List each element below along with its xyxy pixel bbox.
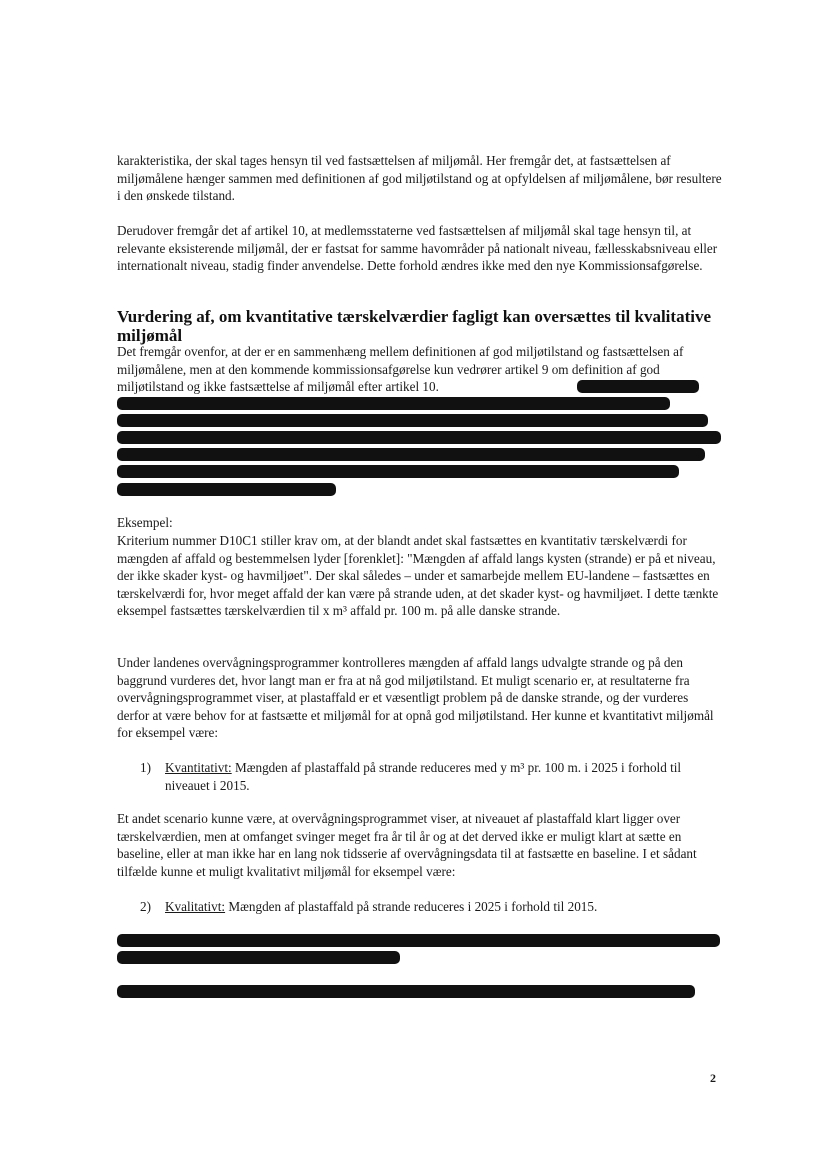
redaction-bar: [117, 985, 695, 998]
redaction-bar: [117, 414, 708, 427]
list-term: Kvantitativt:: [165, 760, 232, 775]
paragraph-karakteristika: karakteristika, der skal tages hensyn til ved fastsættelsen af miljømål. Her fremgår det, at fastsættelsen af miljømålene hænger sammen med definitionen af god miljøtilstand og at opfyldelsen af miljømålene, bør resultere i den ønskede tilstand.: [117, 153, 722, 204]
list-text: Mængden af plastaffald på strande reduceres med y m³ pr. 100 m. i 2025 i forhold til niveauet i 2015.: [165, 760, 682, 793]
list-body: [165, 759, 705, 794]
redaction-bar: [117, 465, 679, 478]
list-number: 2): [140, 899, 151, 914]
redaction-bar: [117, 397, 670, 410]
redaction-bar: [117, 483, 336, 496]
redaction-bar: [577, 380, 699, 393]
page-number: 2: [710, 1071, 716, 1085]
paragraph-kriterium: Kriterium nummer D10C1 stiller krav om, at der blandt andet skal fastsættes en kvantitativ tærskelværdi for mængden af affald og bestemmelsen lyder [forenklet]: "Mængden af affald langs kysten (strande) er på et niveau, der ikke skader kyst- og havmiljøet". Der skal således – under et samarbejde mellem EU-landene – fastsættes en tærskelværdi for, hvor meget affald der kan være på strande uden, at det skader kyst- og havmiljøet. I dette tænkte eksempel fastsættes tærskelværdien til x m³ affald pr. 100 m. på alle danske strande.: [117, 533, 719, 619]
redaction-bar: [117, 934, 720, 947]
redaction-bar: [117, 431, 721, 444]
list-text: Mængden af plastaffald på strande reduceres i 2025 i forhold til 2015.: [225, 899, 598, 914]
list-term: Kvalitativt:: [165, 899, 226, 914]
paragraph-et-andet-scenario: Et andet scenario kunne være, at overvågningsprogrammet viser, at niveauet af plastaffald klart ligger over tærskelværdien, men at omfanget svinger meget fra år til år og at det derved ikke er muligt klart at sætte en baseline, eller at man ikke har en lang nok tidsserie af overvågningsdata til at fastsætte en baseline. I et sådant tilfælde kunne et muligt kvalitativt miljømål for eksempel være:: [117, 811, 697, 879]
list-number: 1): [140, 760, 151, 775]
list-body: [165, 898, 705, 916]
redaction-bar: [117, 448, 705, 461]
paragraph-derudover: Derudover fremgår det af artikel 10, at medlemsstaterne ved fastsættelsen af miljømål skal tage hensyn til, at relevante eksisterende miljømål, der er fastsat for samme havområder på nationalt niveau, fællesskabsniveau eller internationalt niveau, stadig finder anvendelse. Dette forhold ændres ikke med den nye Kommissionsafgørelse.: [117, 223, 718, 274]
redaction-bar: [117, 951, 400, 964]
example-label: Eksempel:: [117, 515, 173, 530]
paragraph-under-landenes: Under landenes overvågningsprogrammer kontrolleres mængden af affald langs udvalgte strande og på den baggrund vurderes det, hvor langt man er fra at nå god miljøtilstand. Et muligt scenario er, at resultaterne fra overvågningsprogrammet viser, at plastaffald er et væsentligt problem på de danske strande, og der vurderes derfor at være behov for at fastsætte et miljømål for at opnå god miljøtilstand. Her kunne et kvantitativt miljømål for eksempel være:: [117, 655, 714, 741]
section-heading: Vurdering af, om kvantitative tærskelværdier fagligt kan oversættes til kvalitative miljømål: [117, 307, 711, 345]
paragraph-det-fremgaar: Det fremgår ovenfor, at der er en sammenhæng mellem definitionen af god miljøtilstand og fastsættelsen af miljømålene, men at den kommende kommissionsafgørelse kun vedrører artikel 9 om definition af god miljøtilstand og ikke fastsættelse af miljømål efter artikel 10.: [117, 344, 684, 395]
